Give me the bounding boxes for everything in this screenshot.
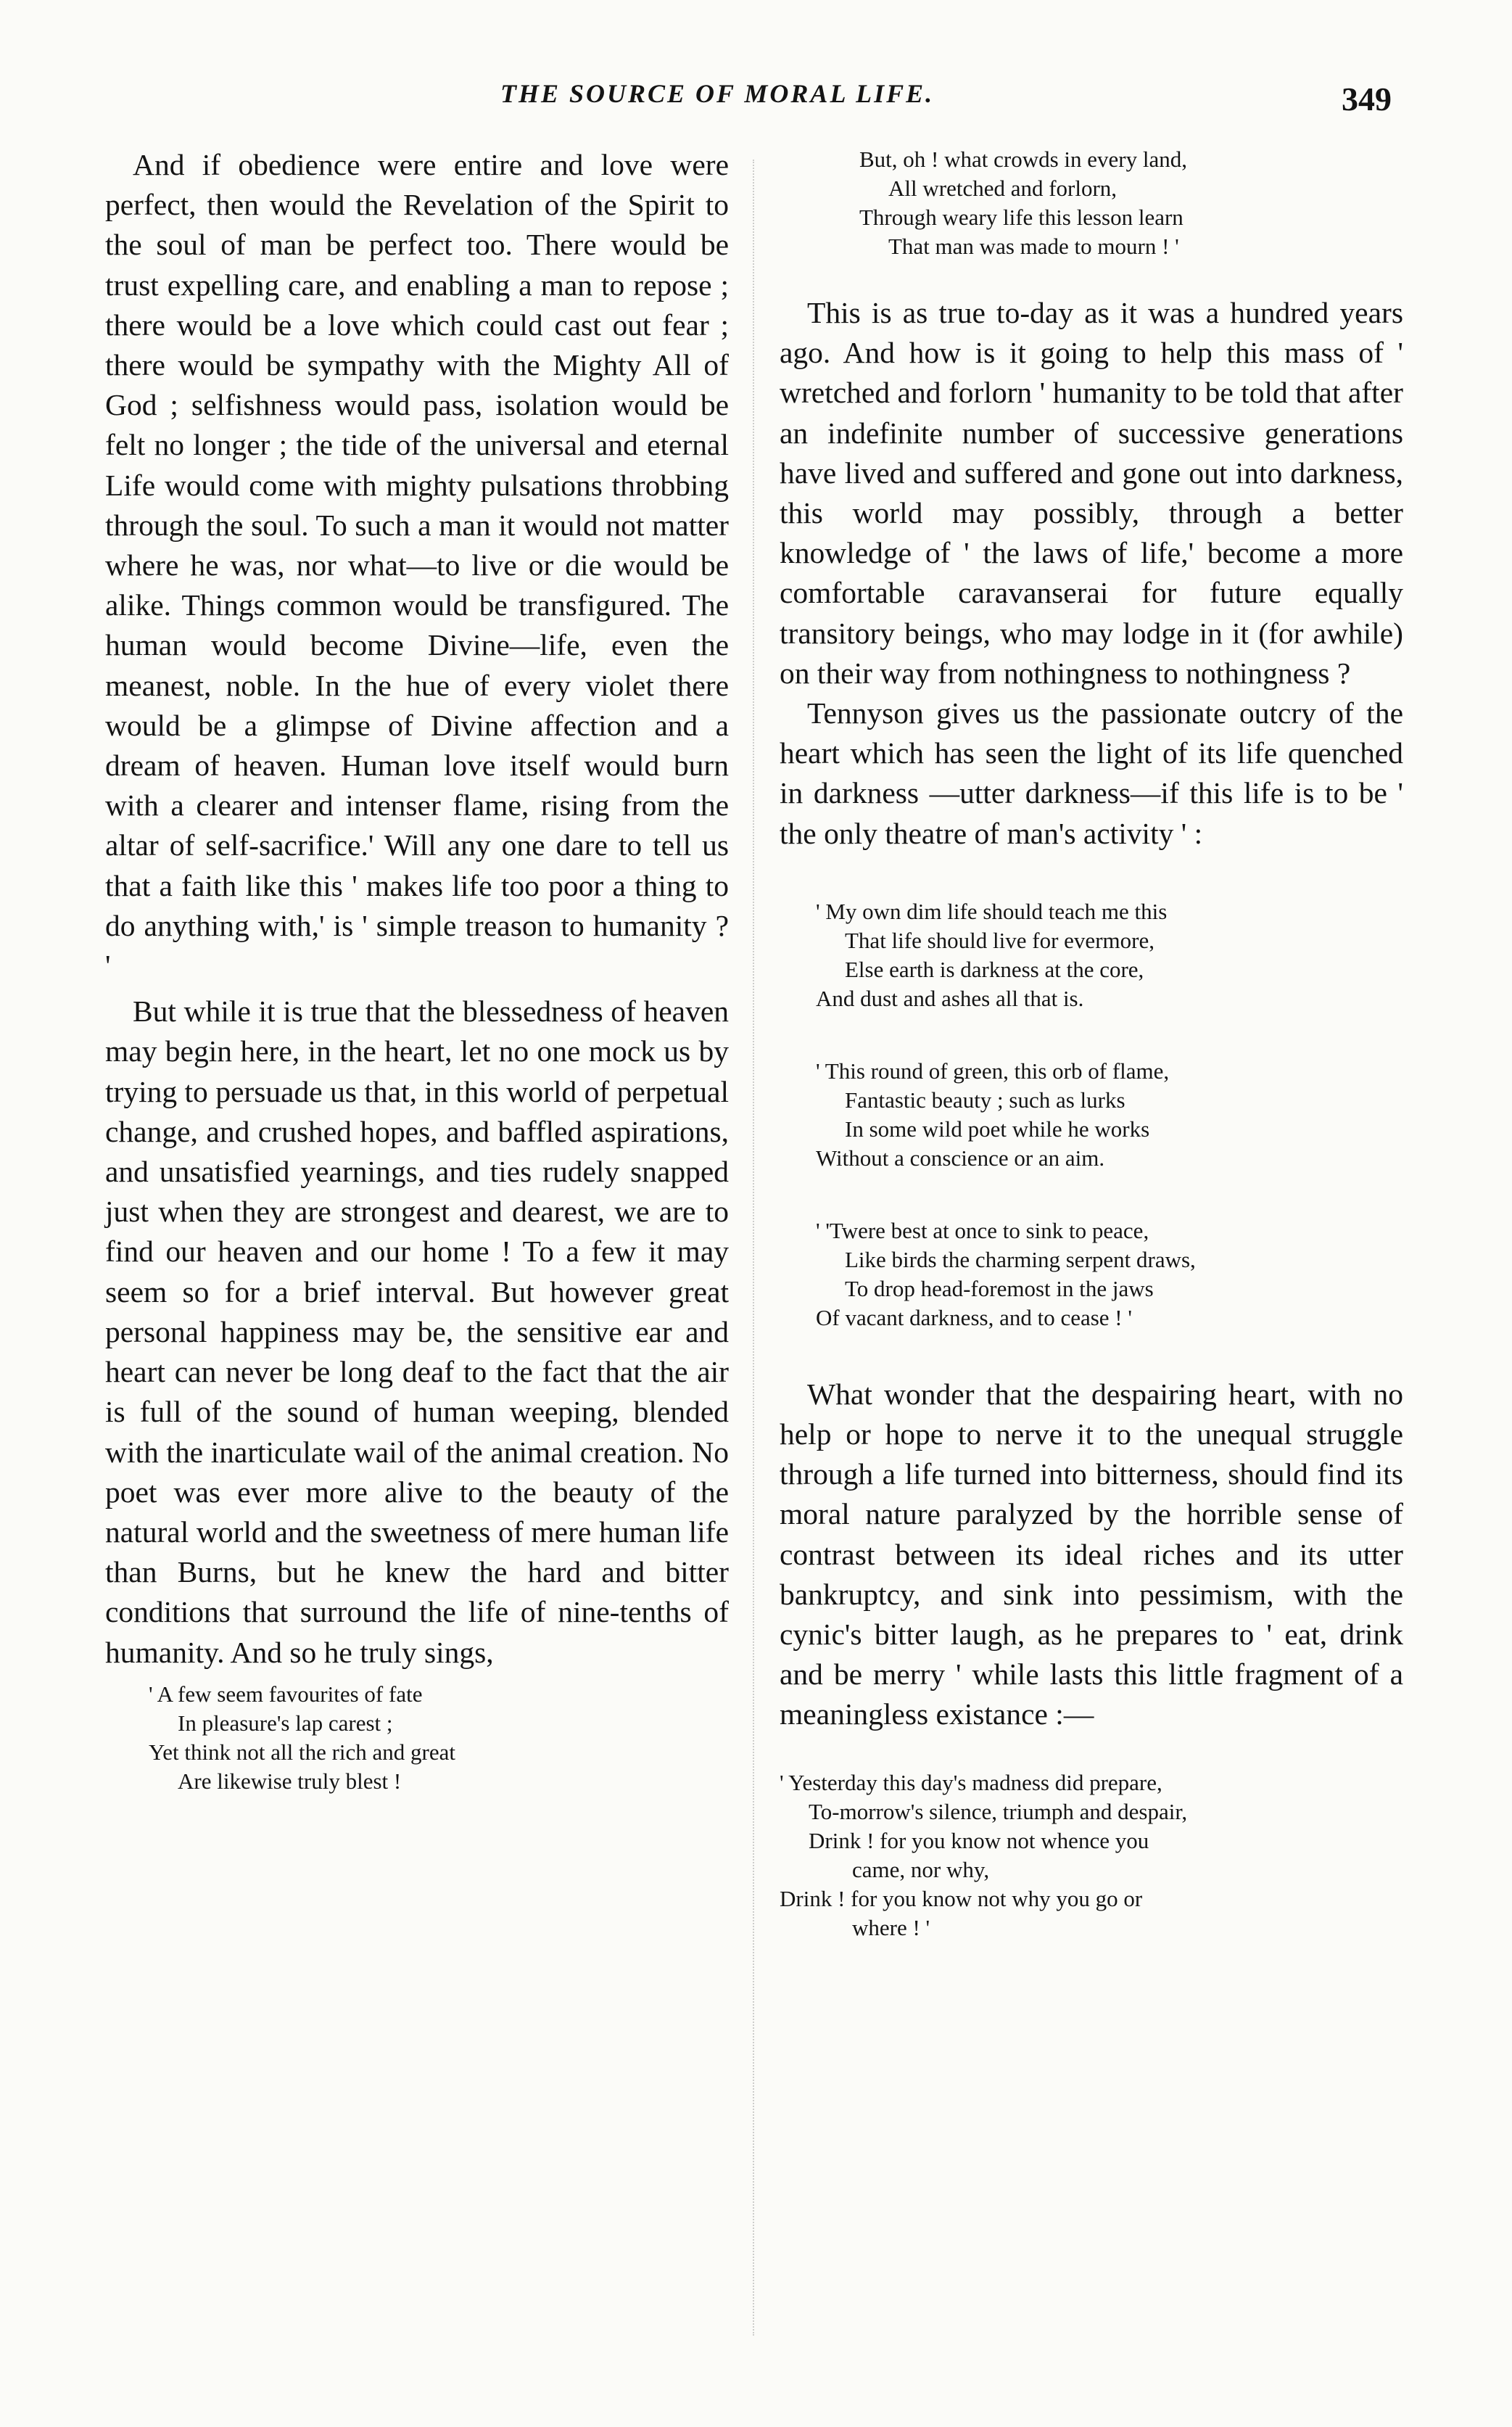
verse-line: Like birds the charming serpent draws, — [845, 1246, 1196, 1272]
verse-line: Drink ! for you know not why you go or — [780, 1885, 1143, 1911]
verse-line: ' Yesterday this day's madness did prepare, — [780, 1769, 1162, 1795]
verse-line: Through weary life this lesson learn — [859, 205, 1183, 230]
verse-burns-part1 — [105, 1680, 729, 1796]
verse-tennyson-stanza1 — [780, 897, 1403, 1013]
verse-line: And dust and ashes all that is. — [816, 985, 1084, 1011]
verse-burns-part2 — [780, 145, 1403, 261]
verse-line: ' This round of green, this orb of flame, — [816, 1058, 1170, 1084]
paragraph-despairing-heart: What wonder that the despairing heart, with no help or hope to nerve it to the unequal struggle through a life turned into bitterness, should find its moral nature paralyzed by the horrible sense of contrast between its ideal riches and its utter bankruptcy, and sink into pessimism, with the cynic's bitter laugh, as he prepares to ' eat, drink and be merry ' while lasts this little fragment of a meaningless existance :— — [780, 1377, 1403, 1731]
verse-line: In some wild poet while he works — [845, 1116, 1150, 1142]
left-column — [105, 145, 729, 1796]
verse-line: Drink ! for you know not whence you — [809, 1827, 1149, 1853]
running-title: THE SOURCE OF MORAL LIFE. — [500, 79, 935, 108]
verse-line: ' My own dim life should teach me this — [816, 898, 1168, 924]
paragraph-hundred-years: This is as true to-day as it was a hundred years ago. And how is it going to help this mass of ' wretched and forlorn ' humanity to be told that after an indefinite number of successive generations have lived and suffered and gone out into darkness, this world may possibly, through a better knowledge of ' the laws of life,' become a more comfortable caravanserai for future equally transitory beings, who may lodge in it (for awhile) on their way from nothingness to nothingness ? — [780, 296, 1403, 690]
paragraph-tennyson: Tennyson gives us the passionate outcry of the heart which has seen the light of its life quenched in darkness —utter darkness—if this life is to be ' the only theatre of man's activity ' : — [780, 696, 1403, 850]
column-divider — [753, 160, 754, 2336]
verse-line: ' 'Twere best at once to sink to peace, — [816, 1217, 1149, 1243]
verse-line: Yet think not all the rich and great — [149, 1739, 456, 1765]
verse-line: All wretched and forlorn, — [888, 176, 1118, 201]
verse-line: But, oh ! what crowds in every land, — [859, 147, 1187, 172]
verse-line: That life should live for evermore, — [845, 927, 1154, 953]
verse-line: came, nor why, — [852, 1856, 990, 1882]
paragraph-obedience: And if obedience were entire and love were perfect, then would the Revelation of the Spirit to the soul of man be perfect too. There would be trust expelling care, and enabling a man to repose ; there would be a love which could cast out fear ; there would be sympathy with the Mighty All of God ; selfishness would pass, isolation would be felt no longer ; the tide of the universal and eternal Life would come with mighty pulsations throbbing through the soul. To such a man it would not matter where he was, nor what—to live or die would be alike. Things common would be transfigured. The human would become Divine—life, even the meanest, noble. In the hue of every violet there would be a glimpse of Divine affection and a dream of heaven. Human love itself would burn with a clearer and intenser flame, rising from the altar of self-sacrifice.' Will any one dare to tell us that a faith like this ' makes life too poor a thing to do anything with,' is ' simple treason to humanity ? ' — [105, 148, 729, 983]
verse-line: In pleasure's lap carest ; — [178, 1710, 393, 1736]
verse-tennyson-stanza2 — [780, 1057, 1403, 1173]
verse-line: To-morrow's silence, triumph and despair, — [809, 1798, 1188, 1824]
page-number: 349 — [1342, 81, 1392, 118]
verse-line: ' A few seem favourites of fate — [149, 1681, 423, 1707]
verse-line: That man was made to mourn ! ' — [888, 234, 1179, 259]
verse-tennyson-stanza3 — [780, 1216, 1403, 1332]
verse-line: Else earth is darkness at the core, — [845, 956, 1144, 982]
verse-line: Are likewise truly blest ! — [178, 1768, 402, 1794]
running-header — [0, 78, 1512, 129]
verse-line: Without a conscience or an aim. — [816, 1145, 1105, 1171]
verse-final — [780, 1768, 1403, 1942]
right-column — [780, 145, 1403, 1942]
verse-line: where ! ' — [852, 1914, 930, 1940]
paragraph-blessedness: But while it is true that the blessedness of heaven may begin here, in the heart, let no one mock us by trying to persuade us that, in this world of perpetual change, and crushed hopes, and baffled aspirations, and unsatisfied yearnings, and ties rudely snapped just when they are strongest and dearest, we are to find our heaven and our home ! To a few it may seem so for a brief interval. But however great personal happiness may be, the sensitive ear and heart can never be long deaf to the fact that the air is full of the sound of human weeping, blended with the inarticulate wail of the animal creation. No poet was ever more alive to the beauty of the natural world and the sweetness of mere human life than Burns, but he knew the hard and bitter conditions that surround the life of nine-tenths of humanity. And so he truly sings, — [105, 994, 729, 1669]
verse-line: Of vacant darkness, and to cease ! ' — [816, 1304, 1132, 1330]
verse-line: To drop head-foremost in the jaws — [845, 1275, 1154, 1301]
verse-line: Fantastic beauty ; such as lurks — [845, 1087, 1125, 1113]
